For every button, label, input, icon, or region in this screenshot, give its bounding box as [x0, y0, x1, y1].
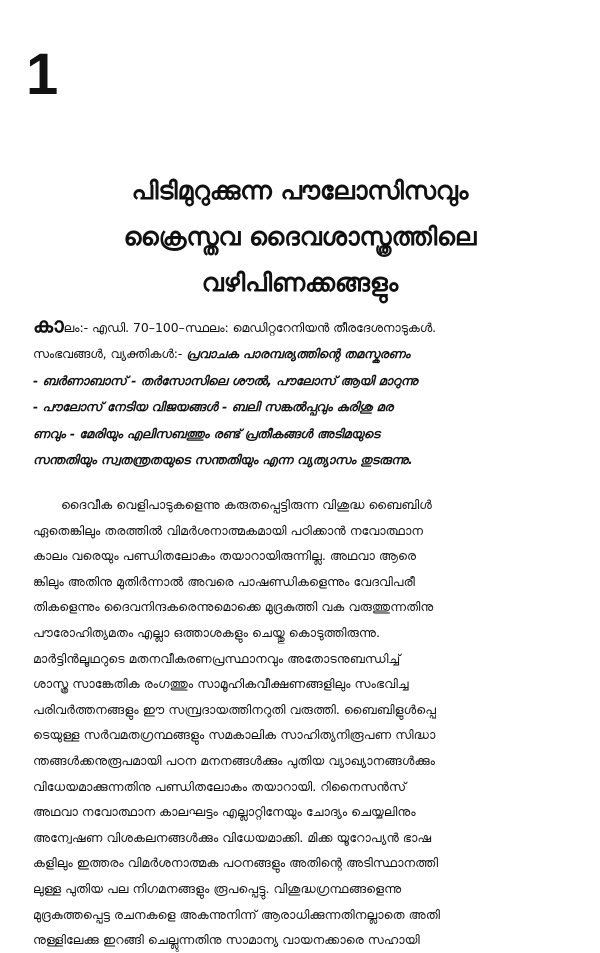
body-line: പൗരോഹിത്യമതം എല്ലാ ഒത്താശകളും ചെയ്തു കൊടുത്തിരുന്നു.: [33, 624, 381, 640]
body-line: വിധേയമാക്കുന്നതിനു പണ്ഡിതലോകം തയാറായി. റിനൈസൻസ്: [33, 778, 407, 794]
body-line: അന്വേഷണ വിശകലനങ്ങൾക്കും വിധേയമാക്കി. മിക്ക യൂറോപ്യൻ ഭാഷ: [33, 829, 432, 845]
body-line: ദൈവീക വെളിപാടുകളെന്നു കരുതപ്പെട്ടിരുന്ന വിശുദ്ധ ബൈബിൾ: [61, 497, 432, 512]
synopsis-events-line: [33, 341, 585, 367]
chapter-title-line: വഴിപിണക്കങ്ങളും: [201, 268, 399, 297]
synopsis-period-line: [33, 312, 585, 341]
body-line: ടെയുള്ള സർവമതഗ്രന്ഥങ്ങളും സമകാലിക സാഹിത്യനിരൂപണ സിദ്ധാ: [33, 727, 436, 743]
chapter-number: 1: [26, 42, 59, 107]
body-line: ശാസ്ത്ര സാങ്കേതിക രംഗത്തും സാമൂഹികവീക്ഷണങ്ങളിലും സംഭവിച്ച: [33, 676, 409, 692]
chapter-synopsis: [33, 312, 585, 473]
period-text: ലം:- എഡി. 70–100–സ്ഥലം: മെഡിറ്ററേനിയൻ തീരദേശനാടുകൾ.: [63, 320, 437, 335]
body-line: മാർട്ടിൻലൂഥറുടെ മതനവീകരണപ്രസ്ഥാനവും അതോടനുബന്ധിച്ച്: [33, 650, 401, 666]
chapter-title-line: ക്രൈസ്തവ ദൈവശാസ്ത്രത്തിലെ: [123, 222, 477, 251]
chapter-title: [30, 168, 570, 306]
events-text: ണവും - മേരിയും എലിസബത്തും രണ്ട് പ്രതീകങ്ങൾ അടിമയുടെ: [33, 425, 380, 441]
body-line: ലുള്ള പുതിയ പല നിഗമനങ്ങളും രൂപപ്പെട്ടു. വിശുദ്ധഗ്രന്ഥങ്ങളെന്നു: [33, 880, 402, 896]
body-line: കളിലും ഇത്തരം വിമർശനാത്മക പഠനങ്ങളും അതിന്റെ അടിസ്ഥാനത്തി: [33, 855, 439, 871]
body-line: ങ്കിലും അതിനു മുതിർന്നാൽ അവരെ പാഷണ്ഡികളെന്നും വേദവിപരീ: [33, 573, 415, 589]
events-text: - പൗലോസ് നേടിയ വിജയങ്ങൾ - ബലി സങ്കൽപ്പവും കുരിശു മര: [33, 399, 394, 415]
drop-lead: കാ: [33, 313, 64, 337]
body-line: കാലം വരെയും പണ്ഡിതലോകം തയാറായിരുന്നില്ല. അഥവാ ആരെ: [33, 548, 417, 564]
chapter-title-line: പിടിമുറുക്കുന്ന പൗലോസിസവും: [131, 176, 469, 205]
body-paragraph: [33, 492, 585, 953]
body-line: അഥവാ നവോത്ഥാന കാലഘട്ടം എല്ലാറ്റിനേയും ചോദ്യം ചെയ്യലിനും: [33, 804, 416, 820]
events-text: പ്രവാചക പാരമ്പര്യത്തിന്റെ തമസ്കരണം: [186, 346, 411, 362]
events-label: സംഭവങ്ങൾ, വ്യക്തികൾ:-: [33, 346, 187, 362]
body-line: ന്തങ്ങൾക്കനുരൂപമായി പഠന മനനങ്ങൾക്കും പുതിയ വ്യാഖ്യാനങ്ങൾക്കും: [33, 752, 436, 768]
body-line: നുള്ളിലേക്കു ഇറങ്ങി ചെല്ലുന്നതിനു സാമാന്യ വായനക്കാരെ സഹായി: [33, 932, 420, 948]
events-text: - ബർണാബാസ് - തർസോസിലെ ശൗൽ, പൗലോസ് ആയി മാറുന്നു: [33, 372, 418, 388]
events-text: സന്തതിയും സ്വതന്ത്രതയുടെ സന്തതിയും എന്ന വ്യത്യാസം തുടരുന്നു.: [33, 452, 413, 468]
body-line: മുദ്രകുത്തപ്പെട്ട രചനകളെ അകന്നുനിന്ന് ആരാധിക്കുന്നതിനല്ലാതെ അതി: [33, 906, 440, 922]
body-line: പരിവർത്തനങ്ങളും ഈ സമ്പ്രദായത്തിനറുതി വരുത്തി. ബൈബിളുൾപ്പെ: [33, 701, 437, 717]
body-line: തികളെന്നും ദൈവനിന്ദകരെന്നുമൊക്കെ മുദ്രകുത്തി വക വരുത്തുന്നതിനു: [33, 599, 434, 615]
body-line: ഏതെങ്കിലും തരത്തിൽ വിമർശനാത്മകമായി പഠിക്കാൻ നവോത്ഥാന: [33, 522, 424, 538]
